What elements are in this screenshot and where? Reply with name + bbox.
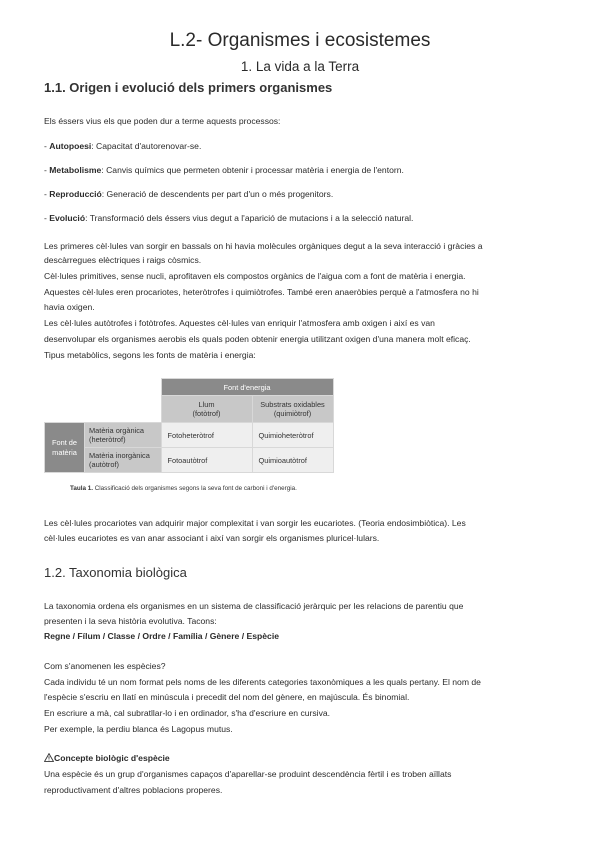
paragraph-line: En escriure a mà, cal subratllar-lo i en ordinador, s'ha d'escriure en cursiva. bbox=[44, 708, 331, 718]
paragraph-line: reproductivament d'altres poblacions properes. bbox=[44, 785, 223, 795]
paragraph-line: l'espècie s'escriu en llatí en minúscula i precedit del nom del gènere, en majúscula. És binomial. bbox=[44, 692, 410, 702]
paragraph-line: Les cèl·lules autòtrofes i fotòtrofes. Aquestes cèl·lules van enriquir l'atmosfera amb oxigen i així es van bbox=[44, 318, 435, 328]
process-desc: : Transformació dels éssers vius degut a l'aparició de mutacions i a la selecció natural. bbox=[85, 213, 414, 223]
paragraph-line: presenten i la seva història evolutiva. Tacons: bbox=[44, 616, 217, 626]
paragraph-line: La taxonomia ordena els organismes en un sistema de classificació jeràrquic per les relacions de parentiu que bbox=[44, 601, 464, 611]
table-cell: Fotoautòtrof bbox=[161, 448, 252, 473]
process-term: Evolució bbox=[49, 213, 86, 223]
paragraph-line: Per exemple, la perdiu blanca és Lagopus mutus. bbox=[44, 724, 233, 734]
paragraph-line: havia oxigen. bbox=[44, 302, 95, 312]
warning-icon bbox=[44, 753, 54, 762]
page-title: L.2- Organismes i ecosistemes bbox=[169, 30, 431, 51]
paragraph-line: Aquestes cèl·lules eren procariotes, heteròtrofes i quimiòtrofes. També eren anaeròbies perquè a l'atmosfera no hi bbox=[44, 287, 479, 297]
taxon-list: Regne / Fílum / Classe / Ordre / Família / Gènere / Espècie bbox=[44, 631, 279, 641]
energy-source-header: Font d'energia bbox=[161, 379, 333, 396]
process-item: - Reproducció: Generació de descendents per part d'un o més progenitors. bbox=[44, 189, 334, 199]
process-desc: : Generació de descendents per part d'un o més progenitors. bbox=[101, 189, 334, 199]
paragraph-line: descàrregues elèctriques i raigs còsmics. bbox=[44, 255, 202, 265]
concept-heading: Concepte biològic d'espècie bbox=[44, 753, 170, 763]
process-desc: : Capacitat d'autorenovar-se. bbox=[91, 141, 202, 151]
process-item: - Metabolisme: Canvis químics que permeten obtenir i processar matèria i energia de l'entorn. bbox=[44, 165, 404, 175]
paragraph-line: cèl·lules eucariotes es van anar associant i així van sorgir els organismes pluricel·lulars. bbox=[44, 533, 380, 543]
question-line: Com s'anomenen les espècies? bbox=[44, 661, 166, 671]
column-header-chemotroph: Substrats oxidables (quimiòtrof) bbox=[252, 396, 333, 423]
paragraph-line: Cèl·lules primitives, sense nucli, aprofitaven els compostos orgànics de l'aigua com a font de matèria i energia. bbox=[44, 271, 466, 281]
matter-source-header: Font de matèria bbox=[45, 423, 85, 473]
paragraph-line: Una espècie és un grup d'organismes capaços d'aparellar-se produint descendència fèrtil i es troben aïllats bbox=[44, 769, 452, 779]
column-header-phototroph: Llum (fotòtrof) bbox=[161, 396, 252, 423]
paragraph-line: desenvolupar els organismes aerobis els quals poden obtenir energia utilitzant oxigen d'una manera molt eficaç. bbox=[44, 334, 471, 344]
paragraph-line: Cada individu té un nom format pels noms de les diferents categories taxonòmiques a les quals pertany. El nom de bbox=[44, 677, 481, 687]
table-caption: Taula 1. Classificació dels organismes segons la seva font de carboni i d'energia. bbox=[70, 485, 297, 492]
intro-text: Els éssers vius els que poden dur a terme aquests processos: bbox=[44, 116, 281, 126]
table-cell: Quimioautòtrof bbox=[252, 448, 333, 473]
table-cell: Fotoheteròtrof bbox=[161, 423, 252, 448]
paragraph-line: Les primeres cèl·lules van sorgir en bassals on hi havia molècules orgàniques degut a la seva interacció i gràcies a bbox=[44, 241, 483, 251]
section-heading-1-1: 1.1. Origen i evolució dels primers organismes bbox=[44, 80, 333, 95]
process-term: Metabolisme bbox=[49, 165, 102, 175]
row-header-heterotroph: Matèria orgànica (heteròtrof) bbox=[85, 423, 162, 448]
paragraph-line: Tipus metabòlics, segons les fonts de matèria i energia: bbox=[44, 350, 256, 360]
metabolic-types-table bbox=[44, 378, 334, 473]
process-term: Autopoesi bbox=[49, 141, 92, 151]
process-item: - Autopoesi: Capacitat d'autorenovar-se. bbox=[44, 141, 202, 151]
paragraph-line: Les cèl·lules procariotes van adquirir major complexitat i van sorgir les eucariotes. (Teoria endosimbiòtica). Les bbox=[44, 518, 466, 528]
table-cell: Quimioheteròtrof bbox=[252, 423, 333, 448]
row-header-autotroph: Matèria inorgànica (autòtrof) bbox=[85, 448, 162, 473]
section-heading-1-2: 1.2. Taxonomia biològica bbox=[44, 565, 187, 580]
page-subtitle: 1. La vida a la Terra bbox=[240, 59, 360, 74]
process-desc: : Canvis químics que permeten obtenir i processar matèria i energia de l'entorn. bbox=[101, 165, 404, 175]
process-term: Reproducció bbox=[49, 189, 102, 199]
process-item: - Evolució: Transformació dels éssers vius degut a l'aparició de mutacions i a la selecció natural. bbox=[44, 213, 414, 223]
